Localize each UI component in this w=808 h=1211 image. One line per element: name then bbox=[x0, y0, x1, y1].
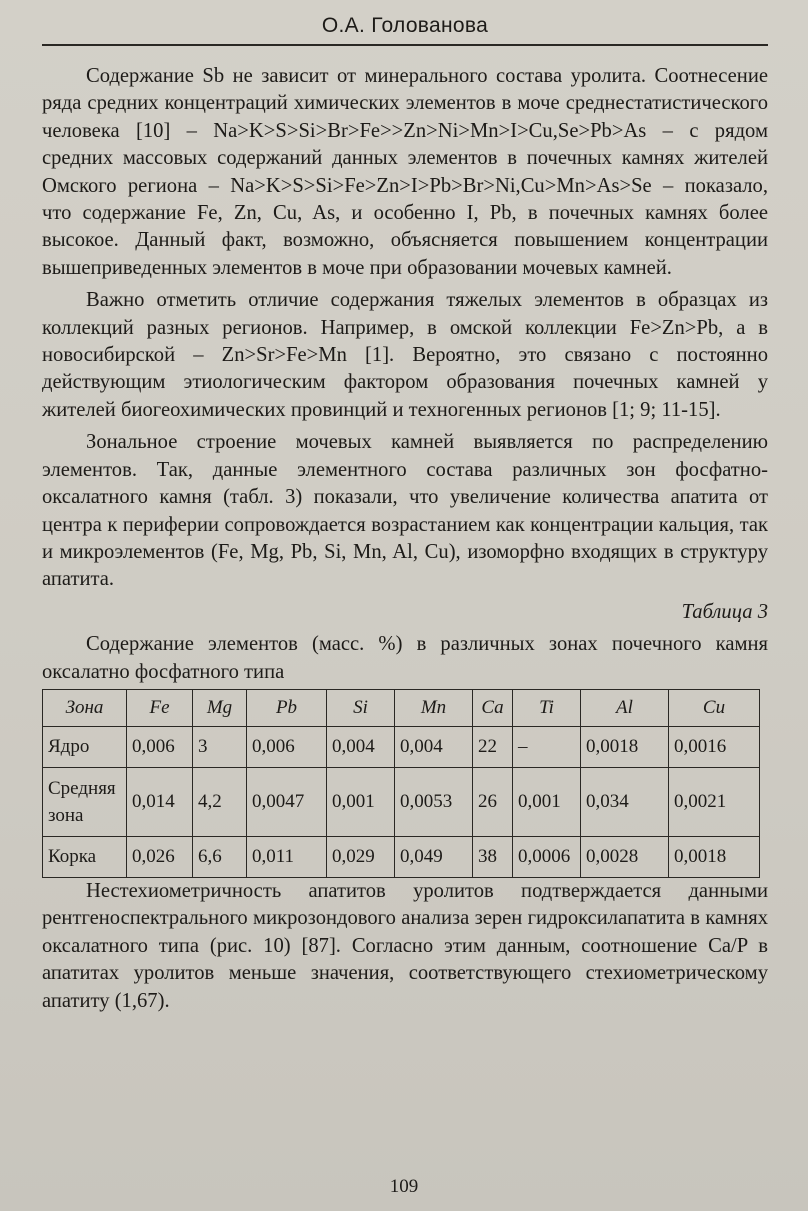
table-cell: Средняя зона bbox=[43, 767, 127, 836]
table-cell: 0,014 bbox=[127, 767, 193, 836]
table-cell: 0,011 bbox=[247, 836, 327, 877]
running-header: О.А. Голованова bbox=[42, 14, 768, 46]
table-cell: 0,0006 bbox=[513, 836, 581, 877]
table-cell: 0,004 bbox=[327, 726, 395, 767]
table-cell: 6,6 bbox=[193, 836, 247, 877]
paragraph-1: Содержание Sb не зависит от минерального состава уролита. Соотнесение ряда средних концентраций химических элементов в моче среднестатистического человека [10] – Na>K>S>Si>Br>Fe>>Zn>Ni>Mn>I>Cu,Se>Pb>As – с рядом средних массовых содержаний данных элементов в почечных камнях жителей Омского региона – Na>K>S>Si>Fe>Zn>I>Pb>Br>Ni,Cu>Mn>As>Se – показало, что содержание Fe, Zn, Cu, As, и особенно I, Pb, в почечных камнях более высокое. Данный факт, возможно, объясняется повышением концентрации вышеприведенных элементов в моче при образовании мочевых камней. bbox=[42, 65, 768, 279]
column-header: Si bbox=[327, 689, 395, 726]
table-cell: 0,0018 bbox=[669, 836, 760, 877]
table-cell: – bbox=[513, 726, 581, 767]
table-cell: 0,049 bbox=[395, 836, 473, 877]
table-cell: 0,006 bbox=[247, 726, 327, 767]
table-row bbox=[43, 726, 760, 767]
table-cell: 0,029 bbox=[327, 836, 395, 877]
table-caption: Содержание элементов (масс. %) в различных зонах почечного камня оксалатно фосфатного типа bbox=[42, 633, 768, 683]
table-cell: 26 bbox=[473, 767, 513, 836]
table-row bbox=[43, 767, 760, 836]
table-cell: 0,0047 bbox=[247, 767, 327, 836]
page-number: 109 bbox=[389, 1176, 419, 1197]
table-cell: 0,026 bbox=[127, 836, 193, 877]
table-cell: 0,006 bbox=[127, 726, 193, 767]
element-content-table bbox=[42, 689, 760, 878]
column-header: Mg bbox=[193, 689, 247, 726]
table-cell: 0,0053 bbox=[395, 767, 473, 836]
table-cell: 0,0021 bbox=[669, 767, 760, 836]
table-cell: 0,0028 bbox=[581, 836, 669, 877]
column-header: Mn bbox=[395, 689, 473, 726]
column-header: Cu bbox=[669, 689, 760, 726]
table-cell: 0,0016 bbox=[669, 726, 760, 767]
paragraph-3: Зональное строение мочевых камней выявляется по распределению элементов. Так, данные элементного состава различных зон фосфатно-оксалатного камня (табл. 3) показали, что увеличение количества апатита от центра к периферии сопровождается возрастанием как концентрации кальция, так и микроэлементов (Fe, Mg, Pb, Si, Mn, Al, Cu), изоморфно входящих в структуру апатита. bbox=[42, 431, 768, 591]
paragraph-2: Важно отметить отличие содержания тяжелых элементов в образцах из коллекций разных регионов. Например, в омской коллекции Fe>Zn>Pb, а в новосибирской – Zn>Sr>Fe>Mn [1]. Вероятно, это связано с постоянно действующим этиологическим фактором образования почечных камней у жителей биогеохимических провинций и техногенных регионов [1; 9; 11-15]. bbox=[42, 289, 768, 421]
page-body bbox=[42, 63, 768, 1015]
table-cell: 3 bbox=[193, 726, 247, 767]
table-cell: 0,0018 bbox=[581, 726, 669, 767]
table-cell: 0,034 bbox=[581, 767, 669, 836]
column-header: Зона bbox=[43, 689, 127, 726]
table-row bbox=[43, 836, 760, 877]
column-header: Pb bbox=[247, 689, 327, 726]
table-header-row bbox=[43, 689, 760, 726]
table-cell: 4,2 bbox=[193, 767, 247, 836]
table-cell: 0,001 bbox=[327, 767, 395, 836]
table-label: Таблица 3 bbox=[681, 600, 768, 623]
table-cell: 0,004 bbox=[395, 726, 473, 767]
column-header: Ti bbox=[513, 689, 581, 726]
column-header: Fe bbox=[127, 689, 193, 726]
table-cell: 38 bbox=[473, 836, 513, 877]
paragraph-4: Нестехиометричность апатитов уролитов подтверждается данными рентгеноспектрального микрозондового анализа зерен гидроксилапатита в камнях оксалатного типа (рис. 10) [87]. Согласно этим данным, соотношение Ca/P в апатитах уролитов меньше значения, соответствующего стехиометрическому апатиту (1,67). bbox=[42, 879, 768, 1012]
column-header: Al bbox=[581, 689, 669, 726]
column-header: Ca bbox=[473, 689, 513, 726]
table-cell: 22 bbox=[473, 726, 513, 767]
table-cell: Корка bbox=[43, 836, 127, 877]
table-cell: 0,001 bbox=[513, 767, 581, 836]
table-cell: Ядро bbox=[43, 726, 127, 767]
